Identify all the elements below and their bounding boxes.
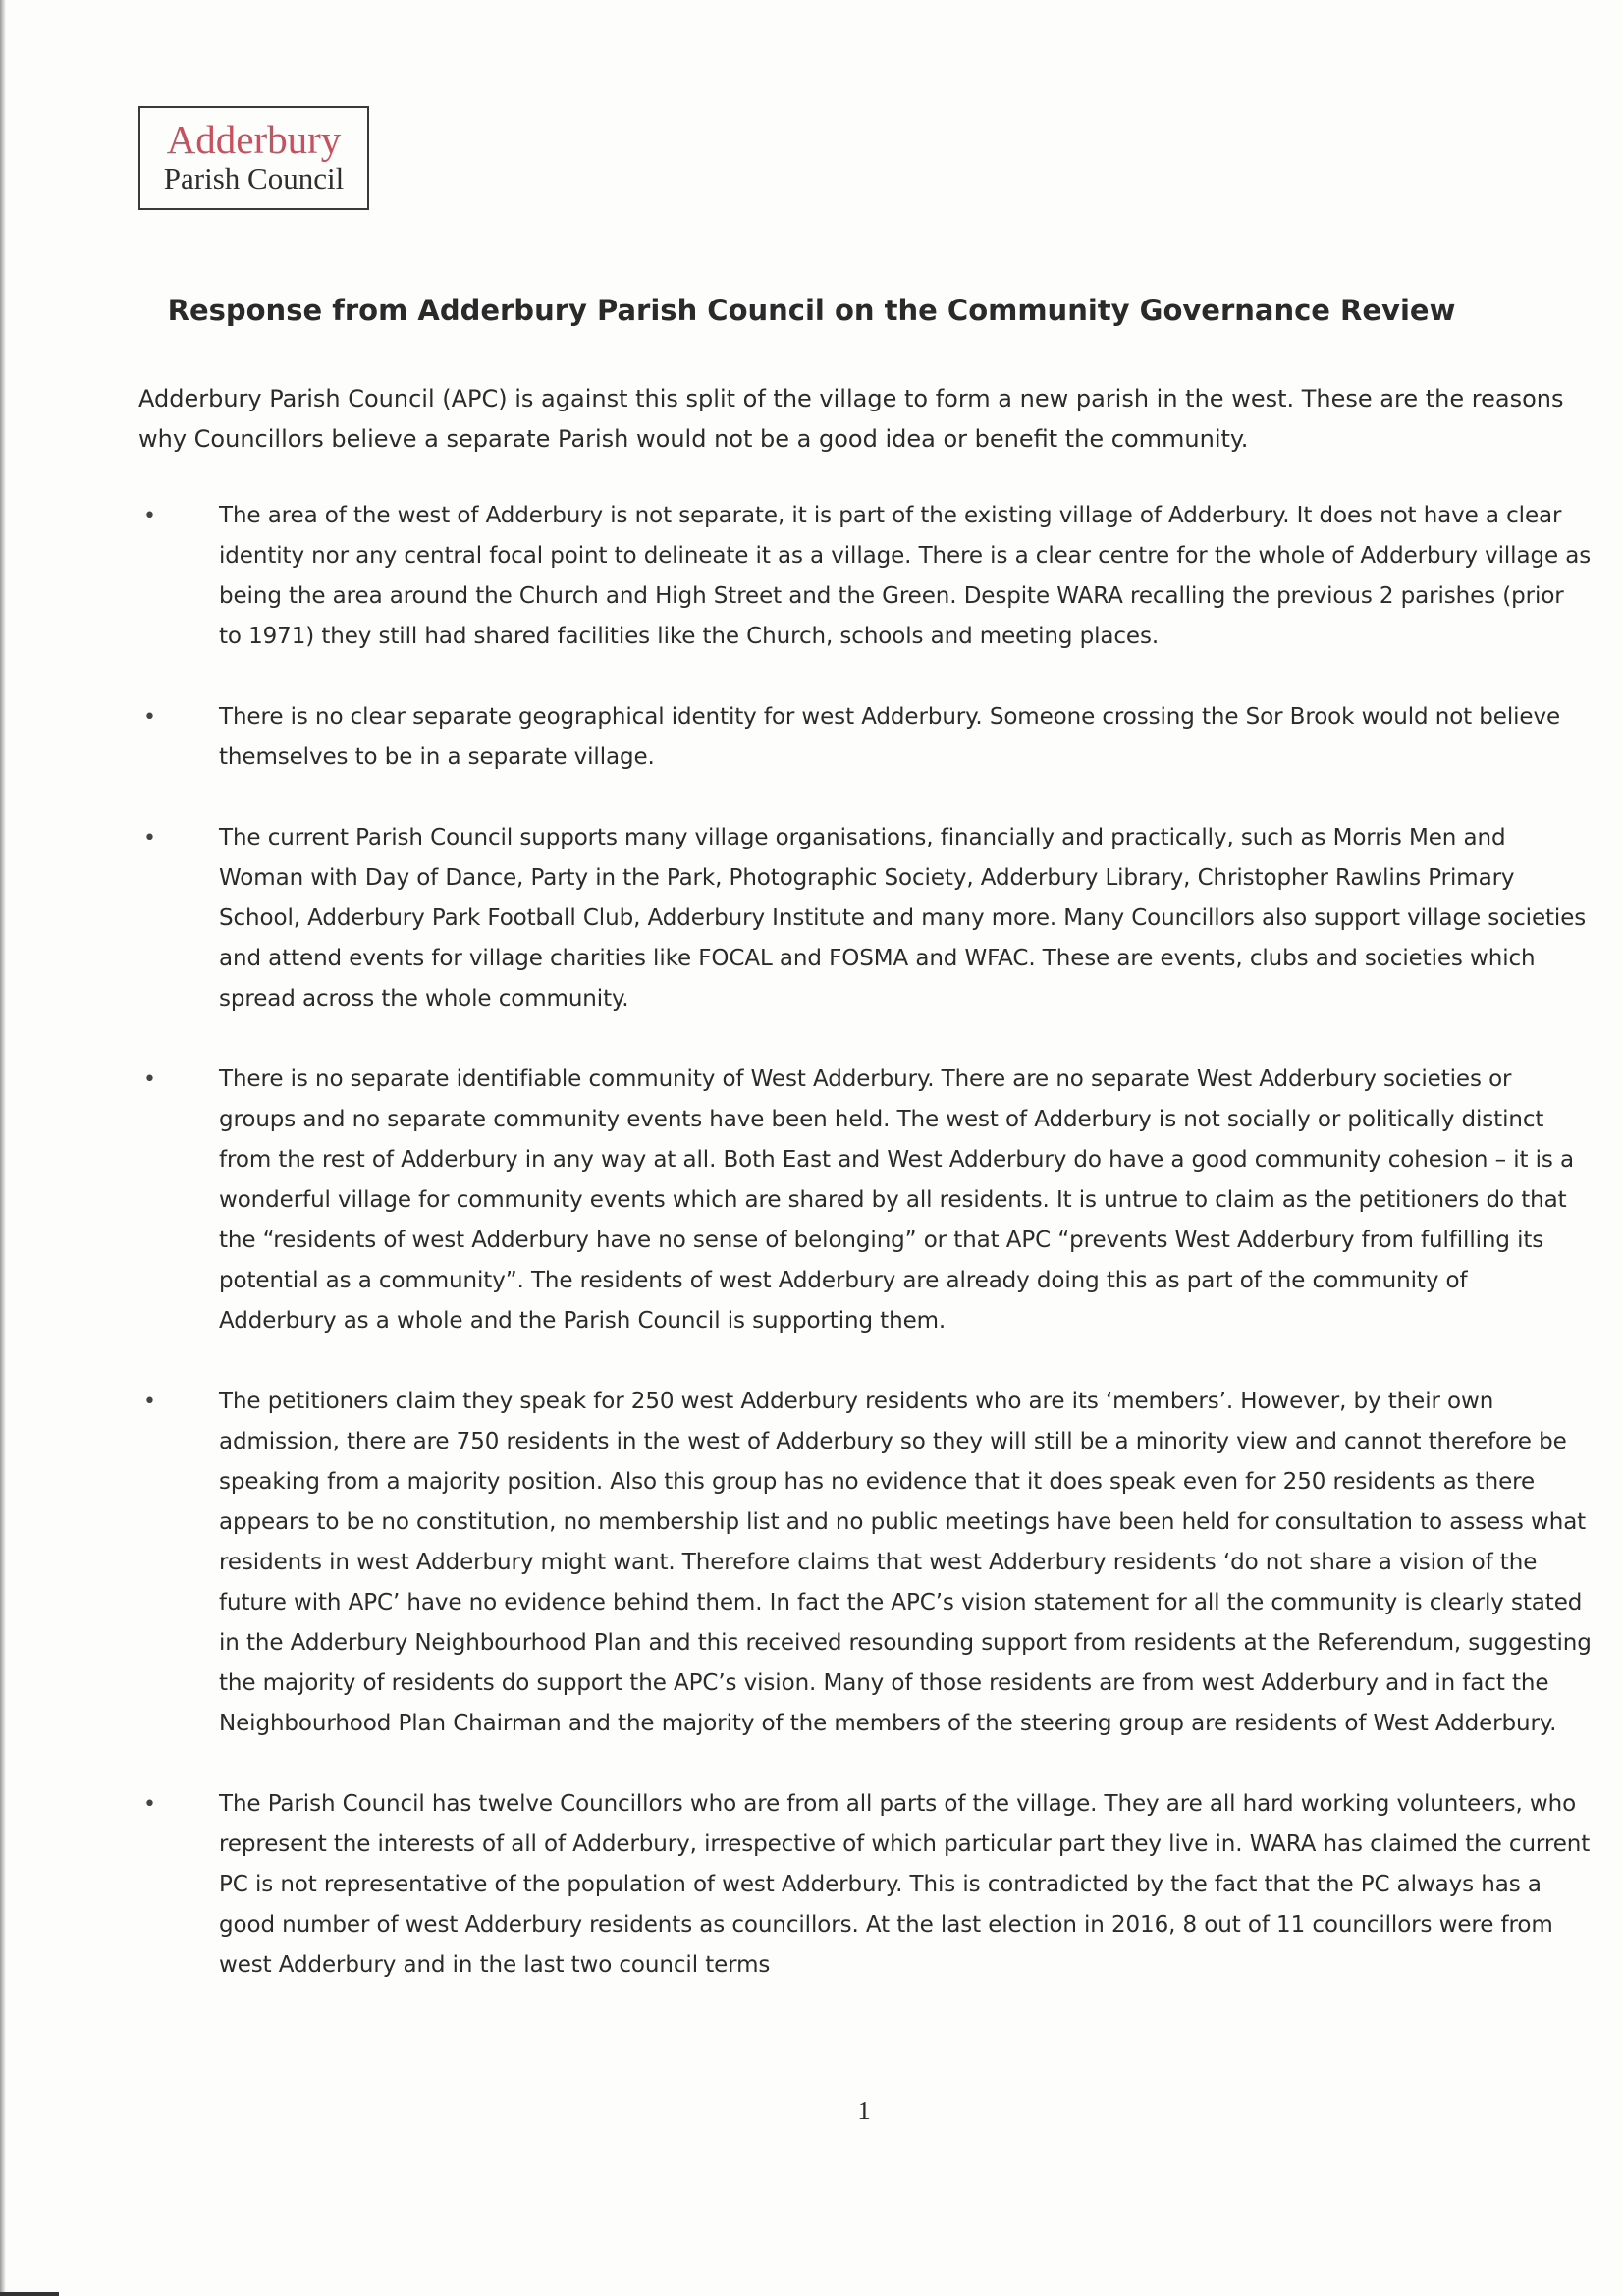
bullet-text: There is no clear separate geographical identity for west Adderbury. Someone crossing the Sor Brook would not believe themselves to be in a separate village. [219,704,1561,770]
bullet-point-1 [138,496,1592,657]
page-number: 1 [857,2096,871,2125]
bullet-text: The area of the west of Adderbury is not separate, it is part of the existing village of Adderbury. It does not have a clear identity nor any central focal point to delineate it as a village. There is a clear centre for the whole of Adderbury village as being the area around the Church and High Street and the Green. Despite WARA recalling the previous 2 parishes (prior to 1971) they still had shared facilities like the Church, schools and meeting places. [219,503,1592,649]
bullet-point-3 [138,818,1592,1019]
scan-shadow [0,0,6,2296]
bullet-list [138,496,1592,1986]
bullet-dot-icon: • [143,504,156,528]
scan-mark [0,2292,59,2296]
parish-council-logo [138,106,369,210]
bullet-text: The petitioners claim they speak for 250 west Adderbury residents who are its ‘members’. However, by their own admission, there are 750 residents in the west of Adderbury so they will still be a minority view and cannot therefore be speaking from a majority position. Also this group has no evidence that it does speak even for 250 residents as there appears to be no constitution, no membership list and no public meetings have been held for consultation to assess what residents in west Adderbury might want. Therefore claims that west Adderbury residents ‘do not share a vision of the future with APC’ have no evidence behind them. In fact the APC’s vision statement for all the community is clearly stated in the Adderbury Neighbourhood Plan and this received resounding support from residents at the Referendum, suggesting the majority of residents do support the APC’s vision. Many of those residents are from west Adderbury and in fact the Neighbourhood Plan Chairman and the majority of the members of the steering group are residents of West Adderbury. [219,1389,1592,1736]
bullet-dot-icon: • [143,826,156,850]
intro-paragraph: Adderbury Parish Council (APC) is against this split of the village to form a new parish in the west. These are the reasons why Councillors believe a separate Parish would not be a good idea or benefit the community. [138,385,1564,453]
bullet-dot-icon: • [143,705,156,730]
bullet-point-5 [138,1382,1592,1744]
document-title: Response from Adderbury Parish Council on the Community Governance Review [167,294,1456,327]
bullet-point-4 [138,1060,1592,1341]
logo-subtitle: Parish Council [163,161,345,195]
bullet-dot-icon: • [143,1792,156,1817]
bullet-dot-icon: • [143,1067,156,1092]
bullet-point-2 [138,697,1592,778]
bullet-text: The current Parish Council supports many village organisations, financially and practically, such as Morris Men and Woman with Day of Dance, Party in the Park, Photographic Society, Adderbury Library, Christopher Rawlins Primary School, Adderbury Park Football Club, Adderbury Institute and many more. Many Councillors also support village societies and attend events for village charities like FOCAL and FOSMA and WFAC. These are events, clubs and societies which spread across the whole community. [219,825,1587,1011]
bullet-dot-icon: • [143,1390,156,1414]
bullet-point-6 [138,1784,1592,1986]
logo-name: Adderbury [166,117,342,162]
bullet-text: There is no separate identifiable community of West Adderbury. There are no separate West Adderbury societies or groups and no separate community events have been held. The west of Adderbury is not socially or politically distinct from the rest of Adderbury in any way at all. Both East and West Adderbury do have a good community cohesion – it is a wonderful village for community events which are shared by all residents. It is untrue to claim as the petitioners do that the “residents of west Adderbury have no sense of belonging” or that APC “prevents West Adderbury from fulfilling its potential as a community”. The residents of west Adderbury are already doing this as part of the community of Adderbury as a whole and the Parish Council is supporting them. [219,1066,1575,1334]
bullet-text: The Parish Council has twelve Councillors who are from all parts of the village. They are all hard working volunteers, who represent the interests of all of Adderbury, irrespective of which particular part they live in. WARA has claimed the current PC is not representative of the population of west Adderbury. This is contradicted by the fact that the PC always has a good number of west Adderbury residents as councillors. At the last election in 2016, 8 out of 11 councillors were from west Adderbury and in the last two council terms [219,1791,1591,1978]
